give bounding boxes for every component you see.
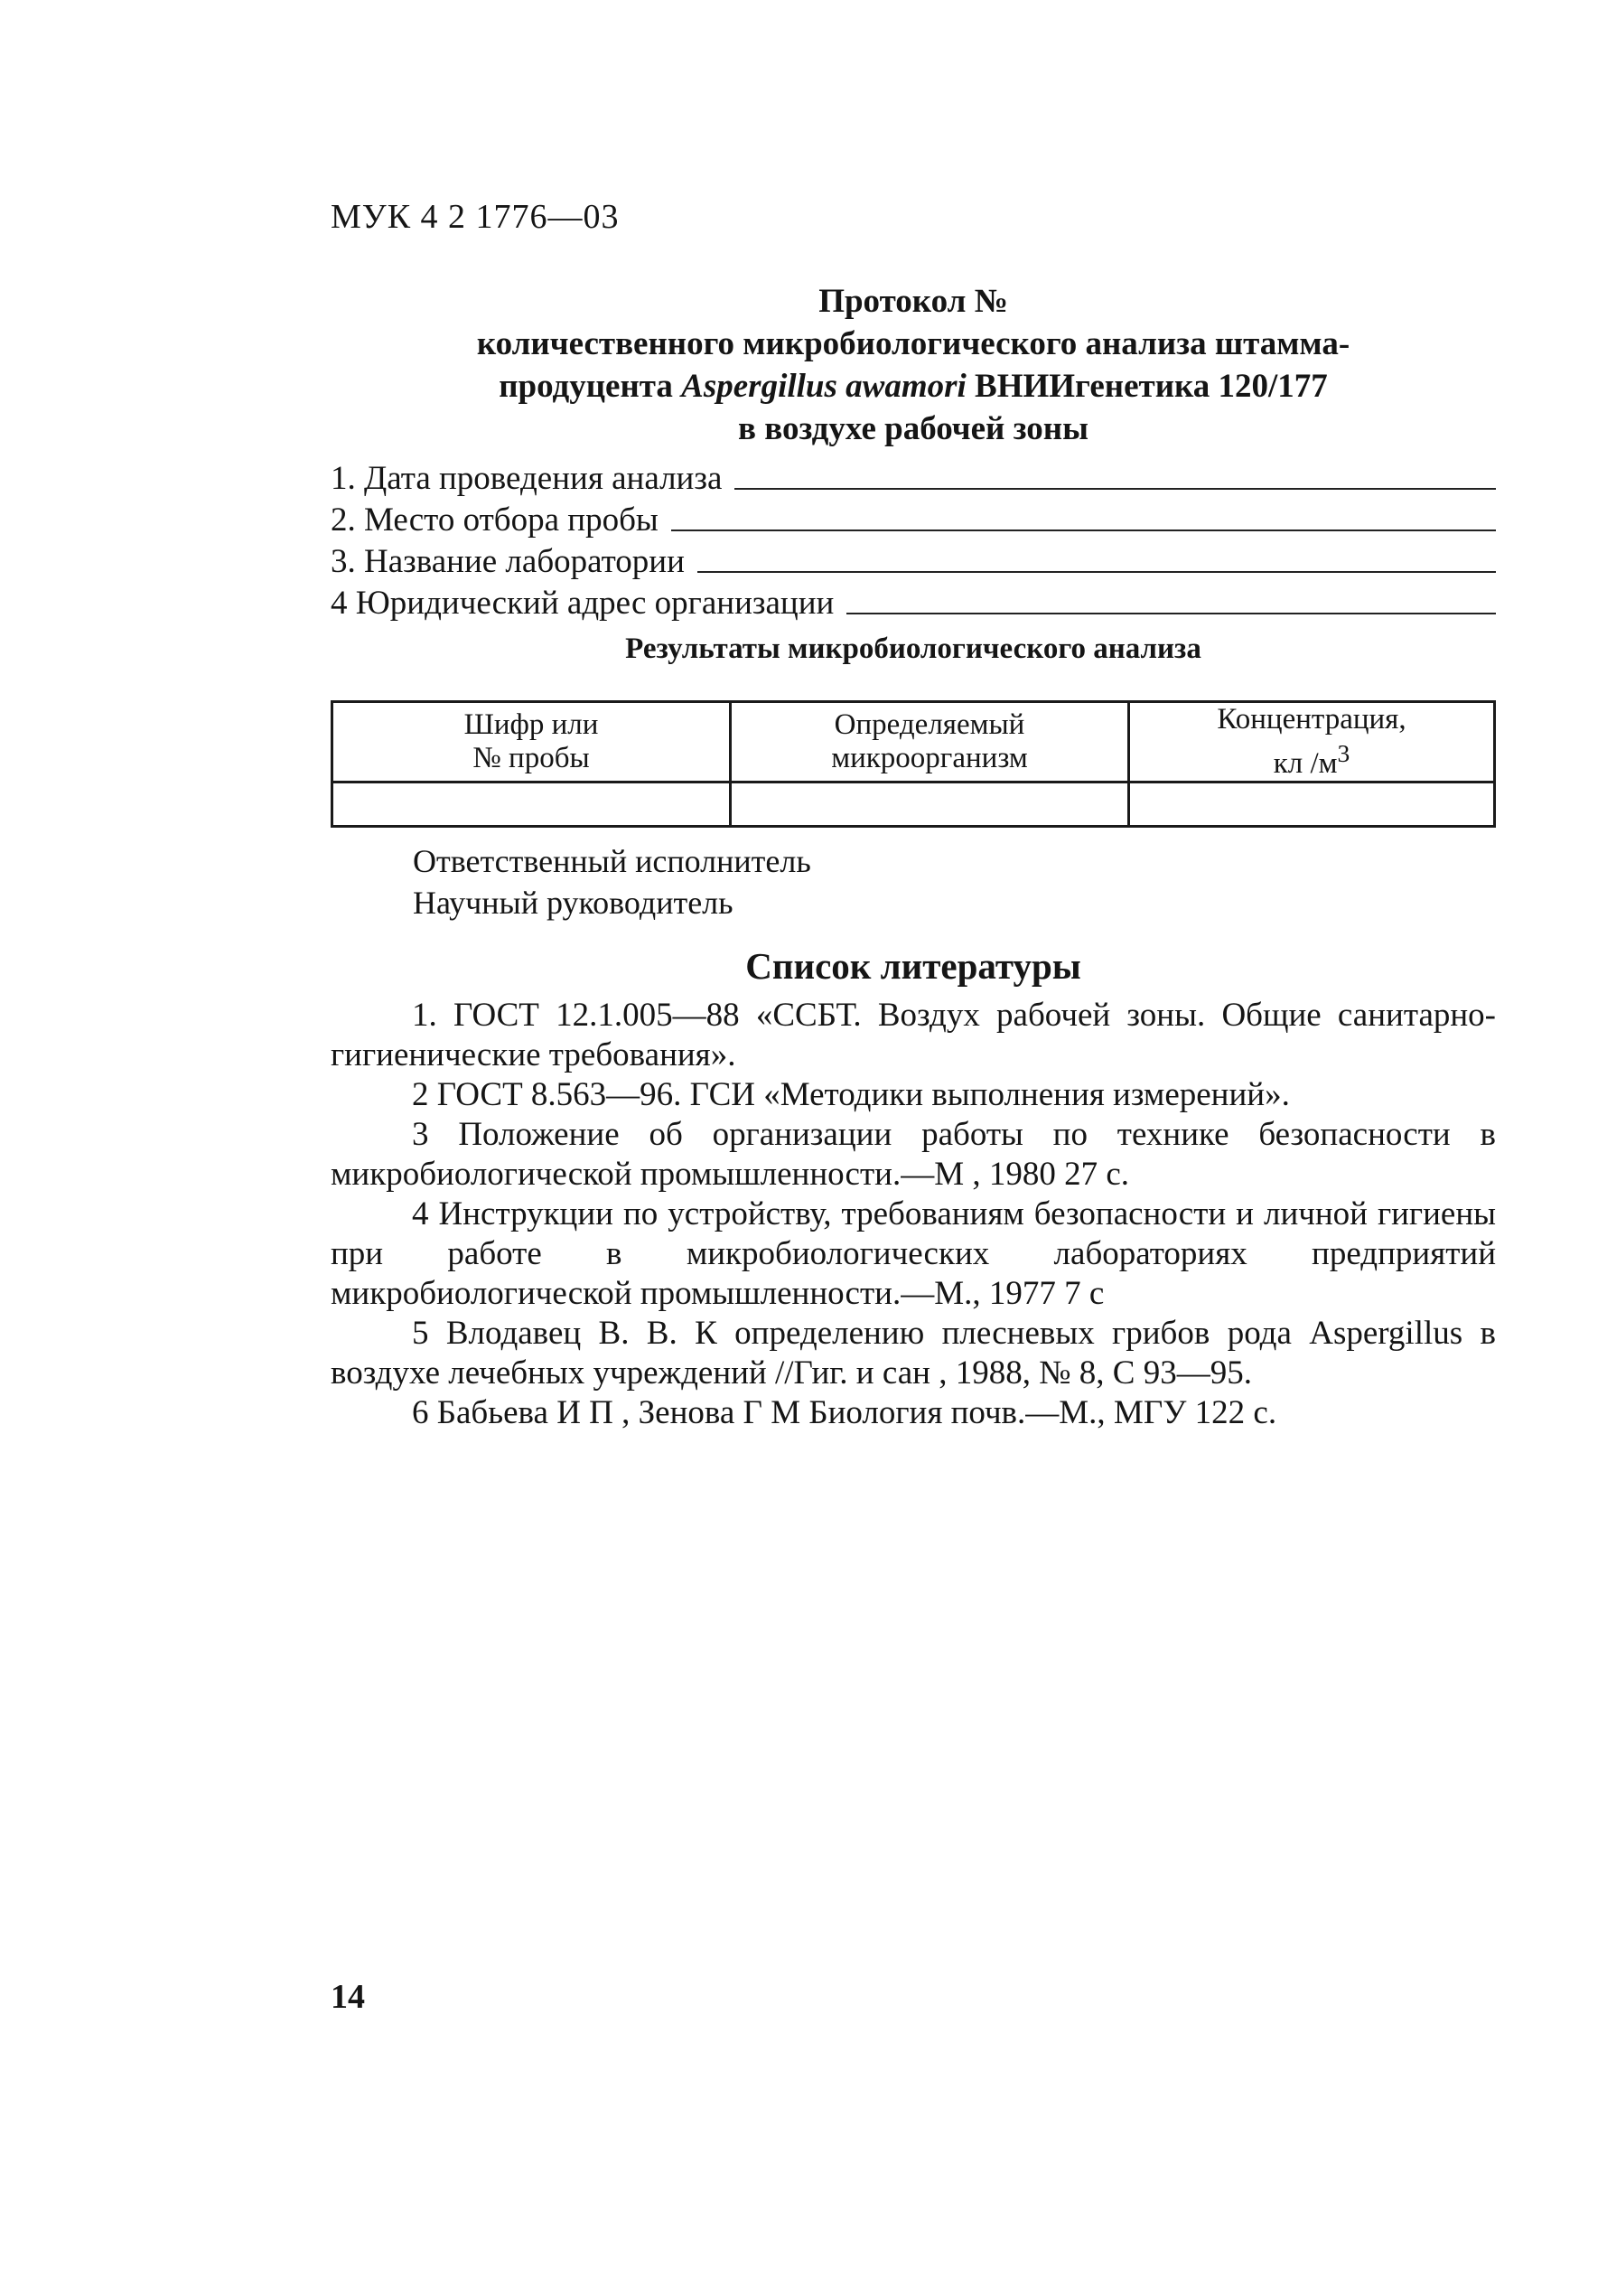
title-line-3-suffix: ВНИИгенетика 120/177 <box>966 368 1328 405</box>
table-cell <box>332 783 731 827</box>
reference-item: 4 Инструкции по устройству, требованиям безопасности и личной гигиены при работе в микробиологических лабораториях предприятий микробиологической промышленности.—М., 1977 7 с <box>331 1195 1496 1312</box>
signatures <box>413 840 811 923</box>
title-line-2: количественного микробиологического анализа штамма- <box>476 325 1350 362</box>
species-name: Aspergillus awamori <box>681 368 967 405</box>
reference-item: 2 ГОСТ 8.563—96. ГСИ «Методики выполнения измерений». <box>412 1076 1290 1113</box>
header-text <box>1130 736 1493 781</box>
results-table <box>331 700 1496 828</box>
header-text: микроорганизм <box>831 742 1028 774</box>
table-header-row <box>332 702 1495 783</box>
references-list <box>331 996 1496 1433</box>
field-label: 4 Юридический адрес организации <box>331 585 835 622</box>
field-laboratory-name <box>331 539 1496 581</box>
header-concentration <box>1129 702 1495 783</box>
title-line-3 <box>331 365 1496 408</box>
references-title: Список литературы <box>745 945 1081 987</box>
unit-text: кл /м <box>1273 747 1338 780</box>
field-analysis-date <box>331 456 1496 498</box>
header-text: Шифр или <box>463 708 599 741</box>
title-line-3-prefix: продуцента <box>499 368 682 405</box>
protocol-fields <box>331 456 1496 623</box>
header-text: № пробы <box>472 742 590 774</box>
unit-superscript: 3 <box>1337 739 1350 767</box>
table-row <box>332 783 1495 827</box>
field-label: 1. Дата проведения анализа <box>331 460 723 497</box>
header-microorganism <box>731 702 1129 783</box>
fill-in-line <box>846 612 1496 614</box>
field-label: 2. Место отбора пробы <box>331 501 659 539</box>
responsible-executor: Ответственный исполнитель <box>413 843 811 879</box>
field-sampling-place <box>331 498 1496 539</box>
header-text: Определяемый <box>834 708 1025 741</box>
table-cell <box>731 783 1129 827</box>
header-sample-code <box>332 702 731 783</box>
reference-item: 6 Бабьева И П , Зенова Г М Биология почв.—М., МГУ 122 с. <box>412 1394 1277 1431</box>
header-text: Концентрация, <box>1217 703 1406 736</box>
document-code: МУК 4 2 1776—03 <box>331 198 620 236</box>
title-line-1: Протокол № <box>818 283 1008 320</box>
protocol-title <box>331 280 1496 450</box>
reference-item: 1. ГОСТ 12.1.005—88 «ССБТ. Воздух рабочей зоны. Общие санитарно-гигиенические требования». <box>331 997 1496 1073</box>
table-cell <box>1129 783 1495 827</box>
page-number: 14 <box>331 1978 365 2016</box>
fill-in-line <box>671 529 1496 531</box>
fill-in-line <box>734 487 1496 490</box>
field-label: 3. Название лаборатории <box>331 543 685 580</box>
reference-item: 5 Влодавец В. В. К определению плесневых грибов рода Aspergillus в воздухе лечебных учреждений //Гиг. и сан , 1988, № 8, С 93—95. <box>331 1315 1496 1392</box>
fill-in-line <box>697 570 1496 573</box>
results-title: Результаты микробиологического анализа <box>625 633 1201 665</box>
reference-item: 3 Положение об организации работы по технике безопасности в микробиологической промышленности.—М , 1980 27 с. <box>331 1116 1496 1193</box>
field-legal-address <box>331 581 1496 623</box>
title-line-4: в воздухе рабочей зоны <box>738 410 1088 447</box>
scientific-supervisor: Научный руководитель <box>413 885 733 921</box>
